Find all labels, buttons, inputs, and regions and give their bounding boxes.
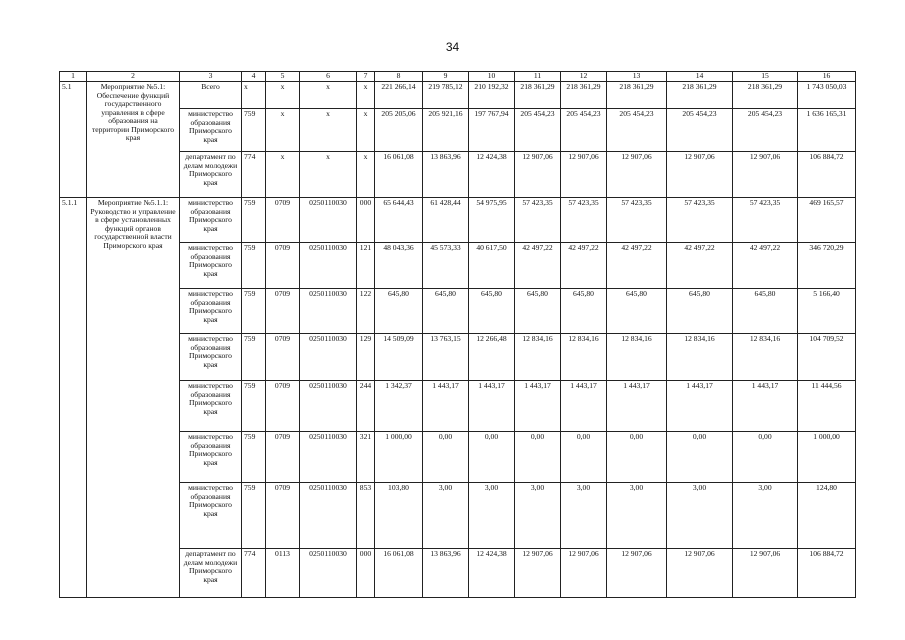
table-row bbox=[60, 243, 856, 289]
value-cell: 12 834,16 bbox=[733, 334, 798, 381]
table-row bbox=[60, 82, 856, 109]
value-cell: 197 767,94 bbox=[469, 109, 515, 152]
value-cell: 1 342,37 bbox=[375, 381, 423, 432]
value-cell: 0,00 bbox=[561, 432, 607, 483]
header-cell: 10 bbox=[469, 72, 515, 82]
measure-name: Мероприятие №5.1.1: Руководство и управление в сфере установленных функций органов государственной власти Приморского края bbox=[87, 198, 180, 598]
rzpr-cell: 0709 bbox=[266, 381, 300, 432]
grbs-cell: 759 bbox=[242, 289, 266, 334]
value-cell: 42 497,22 bbox=[667, 243, 733, 289]
value-cell: 1 443,17 bbox=[607, 381, 667, 432]
value-cell: 1 443,17 bbox=[561, 381, 607, 432]
table-row bbox=[60, 483, 856, 549]
value-cell: 16 061,08 bbox=[375, 152, 423, 198]
measure-name: Мероприятие №5.1: Обеспечение функций государственного управления в сфере образования на территории Приморского края bbox=[87, 82, 180, 198]
csr-cell: 0250110030 bbox=[300, 334, 357, 381]
value-cell: 1 000,00 bbox=[798, 432, 856, 483]
header-cell: 15 bbox=[733, 72, 798, 82]
header-cell: 5 bbox=[266, 72, 300, 82]
value-cell: 12 907,06 bbox=[607, 152, 667, 198]
value-cell: 218 361,29 bbox=[561, 82, 607, 109]
csr-cell: 0250110030 bbox=[300, 483, 357, 549]
value-cell: 54 975,95 bbox=[469, 198, 515, 243]
value-cell: 124,80 bbox=[798, 483, 856, 549]
value-cell: 12 907,06 bbox=[667, 549, 733, 598]
budget-table bbox=[59, 71, 856, 598]
csr-cell: x bbox=[300, 109, 357, 152]
grbs-cell: 774 bbox=[242, 152, 266, 198]
value-cell: 205 454,23 bbox=[561, 109, 607, 152]
value-cell: 57 423,35 bbox=[515, 198, 561, 243]
value-cell: 645,80 bbox=[607, 289, 667, 334]
value-cell: 205 454,23 bbox=[667, 109, 733, 152]
vr-cell: x bbox=[357, 152, 375, 198]
value-cell: 12 907,06 bbox=[561, 152, 607, 198]
table-body bbox=[60, 72, 856, 598]
value-cell: 3,00 bbox=[607, 483, 667, 549]
value-cell: 1 443,17 bbox=[667, 381, 733, 432]
grbs-cell: 759 bbox=[242, 198, 266, 243]
value-cell: 0,00 bbox=[733, 432, 798, 483]
table-row bbox=[60, 549, 856, 598]
value-cell: 1 000,00 bbox=[375, 432, 423, 483]
csr-cell: x bbox=[300, 152, 357, 198]
grbs-cell: x bbox=[242, 82, 266, 109]
executor-cell: Всего bbox=[180, 82, 242, 109]
vr-cell: 321 bbox=[357, 432, 375, 483]
value-cell: 13 863,96 bbox=[423, 152, 469, 198]
value-cell: 57 423,35 bbox=[733, 198, 798, 243]
executor-cell: министерство образования Приморского края bbox=[180, 432, 242, 483]
value-cell: 13 863,96 bbox=[423, 549, 469, 598]
value-cell: 469 165,57 bbox=[798, 198, 856, 243]
rzpr-cell: 0709 bbox=[266, 243, 300, 289]
value-cell: 218 361,29 bbox=[607, 82, 667, 109]
value-cell: 12 907,06 bbox=[733, 152, 798, 198]
value-cell: 3,00 bbox=[561, 483, 607, 549]
value-cell: 12 907,06 bbox=[561, 549, 607, 598]
value-cell: 0,00 bbox=[607, 432, 667, 483]
value-cell: 12 907,06 bbox=[515, 549, 561, 598]
grbs-cell: 759 bbox=[242, 483, 266, 549]
value-cell: 1 443,17 bbox=[733, 381, 798, 432]
value-cell: 11 444,56 bbox=[798, 381, 856, 432]
value-cell: 645,80 bbox=[423, 289, 469, 334]
value-cell: 205 921,16 bbox=[423, 109, 469, 152]
vr-cell: 129 bbox=[357, 334, 375, 381]
value-cell: 1 443,17 bbox=[469, 381, 515, 432]
table-row bbox=[60, 198, 856, 243]
value-cell: 40 617,50 bbox=[469, 243, 515, 289]
grbs-cell: 759 bbox=[242, 334, 266, 381]
value-cell: 1 743 050,03 bbox=[798, 82, 856, 109]
value-cell: 0,00 bbox=[667, 432, 733, 483]
header-cell: 8 bbox=[375, 72, 423, 82]
rzpr-cell: x bbox=[266, 152, 300, 198]
csr-cell: 0250110030 bbox=[300, 549, 357, 598]
grbs-cell: 759 bbox=[242, 432, 266, 483]
executor-cell: министерство образования Приморского края bbox=[180, 381, 242, 432]
value-cell: 61 428,44 bbox=[423, 198, 469, 243]
page-number: 34 bbox=[445, 40, 460, 54]
value-cell: 57 423,35 bbox=[561, 198, 607, 243]
rzpr-cell: 0709 bbox=[266, 289, 300, 334]
csr-cell: 0250110030 bbox=[300, 198, 357, 243]
vr-cell: 000 bbox=[357, 549, 375, 598]
value-cell: 3,00 bbox=[733, 483, 798, 549]
vr-cell: 122 bbox=[357, 289, 375, 334]
value-cell: 5 166,40 bbox=[798, 289, 856, 334]
value-cell: 221 266,14 bbox=[375, 82, 423, 109]
executor-cell: министерство образования Приморского края bbox=[180, 334, 242, 381]
value-cell: 12 907,06 bbox=[607, 549, 667, 598]
value-cell: 12 907,06 bbox=[515, 152, 561, 198]
value-cell: 65 644,43 bbox=[375, 198, 423, 243]
value-cell: 48 043,36 bbox=[375, 243, 423, 289]
header-cell: 3 bbox=[180, 72, 242, 82]
executor-cell: министерство образования Приморского края bbox=[180, 198, 242, 243]
value-cell: 42 497,22 bbox=[733, 243, 798, 289]
row-code: 5.1 bbox=[60, 82, 87, 198]
value-cell: 104 709,52 bbox=[798, 334, 856, 381]
table-row bbox=[60, 289, 856, 334]
value-cell: 645,80 bbox=[469, 289, 515, 334]
value-cell: 12 266,48 bbox=[469, 334, 515, 381]
rzpr-cell: 0709 bbox=[266, 334, 300, 381]
header-cell: 2 bbox=[87, 72, 180, 82]
table-row bbox=[60, 381, 856, 432]
grbs-cell: 774 bbox=[242, 549, 266, 598]
rzpr-cell: 0709 bbox=[266, 432, 300, 483]
value-cell: 12 834,16 bbox=[515, 334, 561, 381]
value-cell: 218 361,29 bbox=[733, 82, 798, 109]
value-cell: 645,80 bbox=[733, 289, 798, 334]
value-cell: 57 423,35 bbox=[667, 198, 733, 243]
executor-cell: департамент по делам молодежи Приморского края bbox=[180, 549, 242, 598]
value-cell: 42 497,22 bbox=[515, 243, 561, 289]
value-cell: 3,00 bbox=[515, 483, 561, 549]
value-cell: 14 509,09 bbox=[375, 334, 423, 381]
vr-cell: x bbox=[357, 109, 375, 152]
table-row bbox=[60, 432, 856, 483]
header-cell: 12 bbox=[561, 72, 607, 82]
value-cell: 1 443,17 bbox=[515, 381, 561, 432]
value-cell: 645,80 bbox=[515, 289, 561, 334]
value-cell: 42 497,22 bbox=[561, 243, 607, 289]
value-cell: 42 497,22 bbox=[607, 243, 667, 289]
value-cell: 205 454,23 bbox=[733, 109, 798, 152]
vr-cell: 853 bbox=[357, 483, 375, 549]
value-cell: 12 907,06 bbox=[667, 152, 733, 198]
value-cell: 12 834,16 bbox=[667, 334, 733, 381]
value-cell: 645,80 bbox=[375, 289, 423, 334]
value-cell: 645,80 bbox=[561, 289, 607, 334]
value-cell: 210 192,32 bbox=[469, 82, 515, 109]
executor-cell: департамент по делам молодежи Приморского края bbox=[180, 152, 242, 198]
rzpr-cell: x bbox=[266, 82, 300, 109]
value-cell: 12 907,06 bbox=[733, 549, 798, 598]
header-cell: 7 bbox=[357, 72, 375, 82]
value-cell: 57 423,35 bbox=[607, 198, 667, 243]
value-cell: 103,80 bbox=[375, 483, 423, 549]
value-cell: 1 636 165,31 bbox=[798, 109, 856, 152]
value-cell: 106 884,72 bbox=[798, 152, 856, 198]
header-cell: 1 bbox=[60, 72, 87, 82]
value-cell: 219 785,12 bbox=[423, 82, 469, 109]
value-cell: 205 454,23 bbox=[515, 109, 561, 152]
rzpr-cell: 0113 bbox=[266, 549, 300, 598]
value-cell: 106 884,72 bbox=[798, 549, 856, 598]
rzpr-cell: 0709 bbox=[266, 198, 300, 243]
vr-cell: 000 bbox=[357, 198, 375, 243]
header-row bbox=[60, 72, 856, 82]
csr-cell: 0250110030 bbox=[300, 243, 357, 289]
grbs-cell: 759 bbox=[242, 109, 266, 152]
row-code: 5.1.1 bbox=[60, 198, 87, 598]
header-cell: 6 bbox=[300, 72, 357, 82]
header-cell: 16 bbox=[798, 72, 856, 82]
grbs-cell: 759 bbox=[242, 243, 266, 289]
value-cell: 3,00 bbox=[469, 483, 515, 549]
table-row bbox=[60, 152, 856, 198]
value-cell: 0,00 bbox=[469, 432, 515, 483]
value-cell: 16 061,08 bbox=[375, 549, 423, 598]
value-cell: 0,00 bbox=[515, 432, 561, 483]
value-cell: 645,80 bbox=[667, 289, 733, 334]
executor-cell: министерство образования Приморского края bbox=[180, 109, 242, 152]
header-cell: 9 bbox=[423, 72, 469, 82]
csr-cell: 0250110030 bbox=[300, 381, 357, 432]
rzpr-cell: 0709 bbox=[266, 483, 300, 549]
value-cell: 12 834,16 bbox=[607, 334, 667, 381]
value-cell: 0,00 bbox=[423, 432, 469, 483]
value-cell: 205 454,23 bbox=[607, 109, 667, 152]
rzpr-cell: x bbox=[266, 109, 300, 152]
value-cell: 218 361,29 bbox=[515, 82, 561, 109]
table-row bbox=[60, 109, 856, 152]
csr-cell: 0250110030 bbox=[300, 432, 357, 483]
header-cell: 14 bbox=[667, 72, 733, 82]
csr-cell: 0250110030 bbox=[300, 289, 357, 334]
vr-cell: 121 bbox=[357, 243, 375, 289]
csr-cell: x bbox=[300, 82, 357, 109]
value-cell: 12 424,38 bbox=[469, 549, 515, 598]
executor-cell: министерство образования Приморского края bbox=[180, 483, 242, 549]
vr-cell: x bbox=[357, 82, 375, 109]
value-cell: 45 573,33 bbox=[423, 243, 469, 289]
value-cell: 218 361,29 bbox=[667, 82, 733, 109]
value-cell: 205 205,06 bbox=[375, 109, 423, 152]
value-cell: 12 834,16 bbox=[561, 334, 607, 381]
value-cell: 13 763,15 bbox=[423, 334, 469, 381]
header-cell: 11 bbox=[515, 72, 561, 82]
executor-cell: министерство образования Приморского края bbox=[180, 243, 242, 289]
grbs-cell: 759 bbox=[242, 381, 266, 432]
header-cell: 13 bbox=[607, 72, 667, 82]
table-row bbox=[60, 334, 856, 381]
executor-cell: министерство образования Приморского края bbox=[180, 289, 242, 334]
value-cell: 1 443,17 bbox=[423, 381, 469, 432]
vr-cell: 244 bbox=[357, 381, 375, 432]
value-cell: 346 720,29 bbox=[798, 243, 856, 289]
value-cell: 3,00 bbox=[423, 483, 469, 549]
header-cell: 4 bbox=[242, 72, 266, 82]
value-cell: 12 424,38 bbox=[469, 152, 515, 198]
value-cell: 3,00 bbox=[667, 483, 733, 549]
